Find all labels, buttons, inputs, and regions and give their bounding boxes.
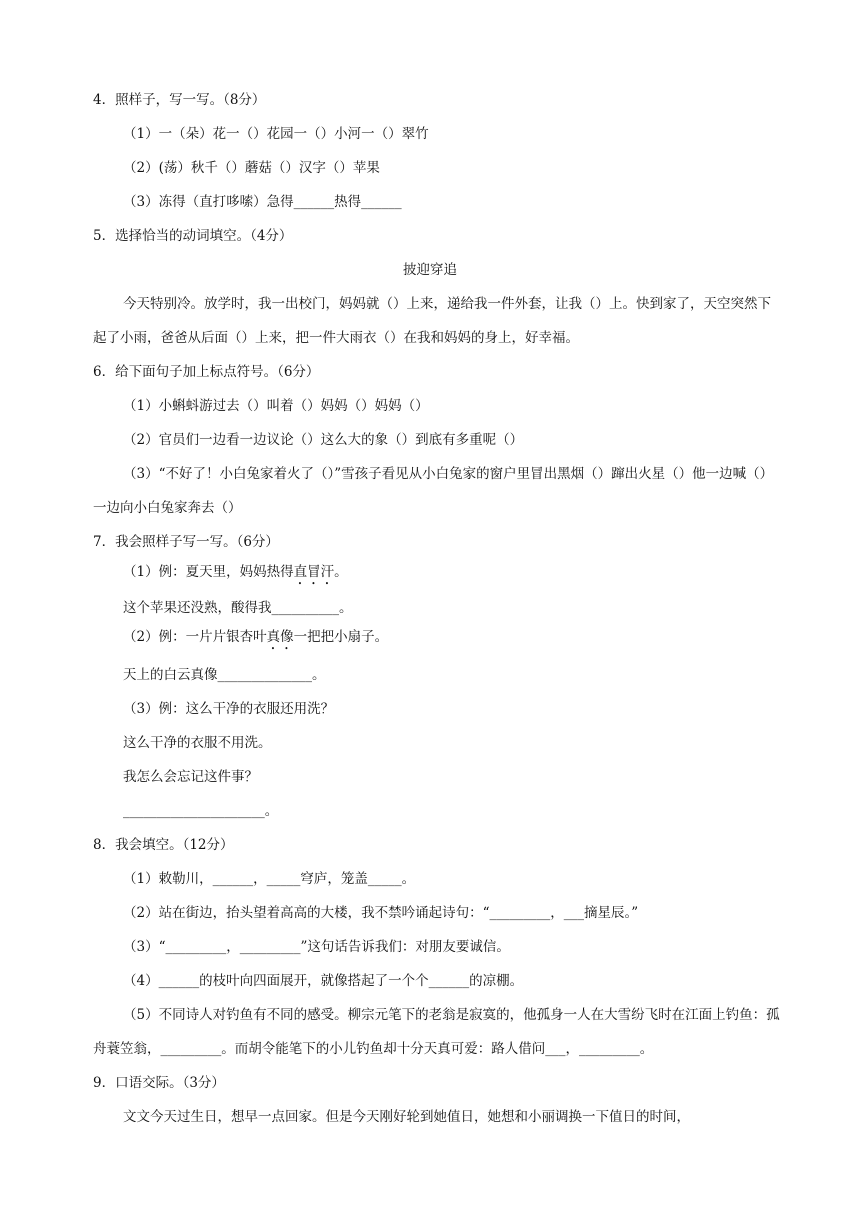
q6-title: 6．给下面句子加上标点符号。（6分）: [93, 364, 320, 380]
q7-example-3: （3）例：这么干净的衣服还用洗？: [123, 701, 335, 717]
q6-item-2: （2）官员们一边看一边议论（）这么大的象（）到底有多重呢（）: [123, 432, 524, 448]
q7-fill-3: _____________________。: [123, 803, 279, 819]
q7-example-3-answer: 这么干净的衣服不用洗。: [123, 735, 272, 751]
q6-item-3: （3）“不好了！小白兔家着火了（）”雪孩子看见从小白兔家的窗户里冒出黑烟（）蹿出火星（）他一边喊（）一边向小白兔家奔去（）: [93, 466, 767, 516]
q7-example-1: （1）例：夏天里，妈妈热得直冒汗。: [123, 564, 348, 580]
q6-item-1: （1）小蝌蚪游过去（）叫着（）妈妈（）妈妈（）: [123, 398, 429, 414]
q7-fill-2: 天上的白云真像______________。: [123, 667, 326, 683]
q8-item-3: （3）“_________，_________”这句话告诉我们：对朋友要诚信。: [123, 939, 510, 955]
q8-item-2: （2）站在街边，抬头望着高高的大楼，我不禁吟诵起诗句：“_________，___摘星辰。”: [123, 905, 639, 921]
q4-title: 4．照样子，写一写。（8分）: [93, 92, 266, 108]
q7-fill-1: 这个苹果还没熟，酸得我__________。: [123, 600, 353, 616]
q4-item-2: （2）(荡）秋千（）蘑菇（）汉字（）苹果: [123, 160, 380, 176]
q7-title: 7．我会照样子写一写。（6分）: [93, 534, 279, 550]
emphasis-dots: 直冒汗: [293, 564, 335, 580]
q5-word-bank: 披迎穿追: [403, 262, 457, 278]
q8-item-1: （1）敕勒川，______，_____穹庐，笼盖_____。: [123, 871, 416, 887]
q9-title: 9．口语交际。（3分）: [93, 1075, 225, 1091]
q4-item-3: （3）冻得（直打哆嗦）急得______热得______: [123, 194, 402, 210]
emphasis-dots: 真像: [266, 629, 294, 645]
q5-title: 5．选择恰当的动词填空。（4分）: [93, 228, 293, 244]
q8-item-5: （5）不同诗人对钓鱼有不同的感受。柳宗元笔下的老翁是寂寞的，他孤身一人在大雪纷飞时在江面上钓鱼：孤舟蓑笠翁，_________。而胡令能笔下的小儿钓鱼却十分天真可爱：路人借问___，_________。: [93, 1007, 780, 1057]
q8-item-4: （4）______的枝叶向四面展开，就像搭起了一个个______的凉棚。: [123, 973, 524, 989]
q7-example-2: （2）例：一片片银杏叶真像一把把小扇子。: [123, 629, 389, 645]
q5-passage: 今天特别冷。放学时，我一出校门，妈妈就（）上来，递给我一件外套，让我（）上。快到家了，天空突然下起了小雨，爸爸从后面（）上来，把一件大雨衣（）在我和妈妈的身上，好幸福。: [93, 296, 771, 346]
q4-item-1: （1）一（朵）花一（）花园一（）小河一（）翠竹: [123, 126, 429, 142]
q8-title: 8．我会填空。（12分）: [93, 837, 234, 853]
q7-question-3: 我怎么会忘记这件事？: [123, 769, 258, 785]
q9-passage: 文文今天过生日，想早一点回家。但是今天刚好轮到她值日，她想和小丽调换一下值日的时间，: [123, 1109, 690, 1125]
